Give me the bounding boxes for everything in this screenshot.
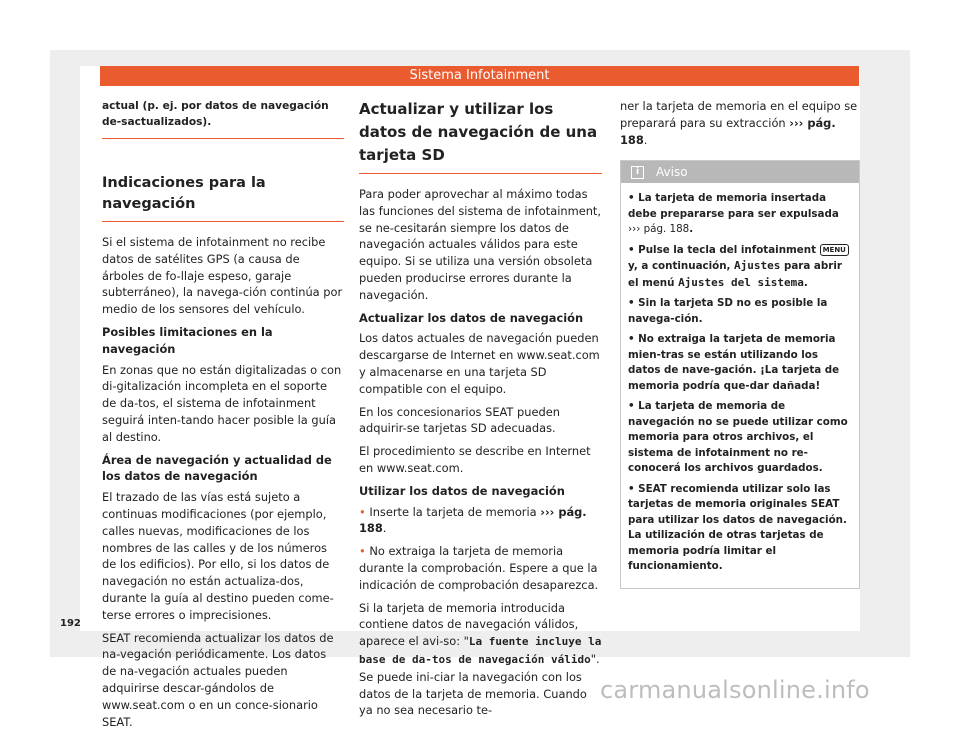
paragraph: Si la tarjeta de memoria introducida contiene datos de navegación válidos, aparece el avi-so: "La fuente incluye la base de da-tos de navegación válido". Se puede ini-ciar la navegación con los datos de la tarjeta de memoria. Cuando ya no sea necesario te- [359, 600, 602, 718]
bullet-item: • No extraiga la tarjeta de memoria durante la comprobación. Espere a que la indicación de comprobación desaparezca. [359, 544, 599, 592]
bullet-item: • Inserte la tarjeta de memoria ››› pág. 188. [359, 504, 587, 536]
page-reference-link[interactable]: ››› pág. 188 [359, 504, 587, 536]
notice-item: • Pulse la tecla del infotainment MENU y, a continuación, Ajustes para abrir el menú Ajustes del sistema. [628, 243, 852, 292]
subheading: Posibles limitaciones en la navegación [102, 324, 273, 356]
paragraph: Los datos actuales de navegación pueden descargarse de Internet en www.seat.com y almacenarse en una tarjeta SD compatible con el equipo. [359, 331, 600, 396]
paragraph: Si el sistema de infotainment no recibe datos de satélites GPS (a causa de árboles de fo-llaje espeso, garaje subterráneo), la navega-ción continúa por medio de los sensores del vehículo. [102, 235, 343, 317]
notice-item: • SEAT recomienda utilizar solo las tarjetas de memoria originales SEAT para utilizar los datos de navegación. La utilización de otras tarjetas de memoria podría limitar el funcionamiento. [628, 482, 847, 573]
notice-item: • Sin la tarjeta SD no es posible la navega-ción. [628, 297, 828, 325]
notice-header [621, 161, 859, 183]
subheading: Utilizar los datos de navegación [359, 483, 565, 498]
system-message: La fuente incluye la base de da-tos de navegación válido [359, 635, 602, 666]
notice-box [620, 160, 860, 589]
page-reference-link[interactable]: ››› pág. 188 [628, 223, 690, 236]
section-heading-sd-card: Actualizar y utilizar los datos de navegación de una tarjeta SD [359, 98, 602, 174]
column-middle [359, 98, 602, 725]
column-left [102, 98, 344, 736]
menu-key-icon: MENU [820, 244, 849, 256]
watermark-text: carmanualsonline.info [600, 676, 870, 704]
paragraph: Para poder aprovechar al máximo todas las funciones del sistema de infotainment, se ne-cesitarán siempre los datos de navegación actuales válidos para este equipo. Si se utiliza una versión obsoleta pueden producirse errores durante la navegación. [359, 187, 602, 302]
notice-item: • La tarjeta de memoria de navegación no se puede utilizar como memoria para otros archivos, el sistema de infotainment no re-conocerá los archivos guardados. [628, 400, 848, 475]
info-icon: i [631, 166, 644, 179]
bullet-dot: • [359, 544, 366, 559]
paragraph: SEAT recomienda actualizar los datos de na-vegación periódicamente. Los datos de na-vegación actuales pueden adquirirse descar-gándolos de www.seat.com o en un conce-sionario SEAT. [102, 630, 334, 729]
notice-item: • La tarjeta de memoria insertada debe prepararse para ser expulsada ››› pág. 188. [628, 192, 839, 236]
paragraph: ner la tarjeta de memoria en el equipo se preparará para su extracción ››› pág. 188. [620, 99, 858, 147]
subheading: Actualizar los datos de navegación [359, 310, 584, 325]
page-reference-link[interactable]: ››› pág. 188 [620, 115, 836, 147]
page-number: 192 [60, 618, 81, 629]
page-header: Sistema Infotainment [100, 66, 859, 86]
notice-title: Aviso [656, 165, 688, 180]
paragraph: En los concesionarios SEAT pueden adquirir-se tarjetas SD adecuadas. [359, 404, 560, 436]
intro-text: actual (p. ej. por datos de navegación de-sactualizados). [102, 98, 344, 139]
column-right [620, 98, 860, 589]
section-heading-navigation-tips: Indicaciones para la navegación [102, 173, 344, 222]
paragraph: El trazado de las vías está sujeto a continuas modificaciones (por ejemplo, calles nuevas, modificaciones de los nombres de las calles y de los números de los edificios). Por ello, si los datos de navegación no están actualiza-dos, durante la guía al destino pueden come-terse errores o imprecisiones. [102, 490, 334, 622]
subheading: Área de navegación y actualidad de los datos de navegación [102, 452, 332, 484]
bullet-dot: • [359, 504, 366, 519]
notice-body [621, 183, 859, 588]
notice-item: • No extraiga la tarjeta de memoria mien-tras se están utilizando los datos de nave-gación. ¡La tarjeta de memoria podría que-dar dañada! [628, 333, 840, 392]
paragraph: En zonas que no están digitalizadas o con di-gitalización incompleta en el soporte de da-tos, el sistema de infotainment seguirá inten-tando hacer posible la guía al destino. [102, 362, 342, 444]
paragraph: El procedimiento se describe en Internet en www.seat.com. [359, 444, 591, 475]
